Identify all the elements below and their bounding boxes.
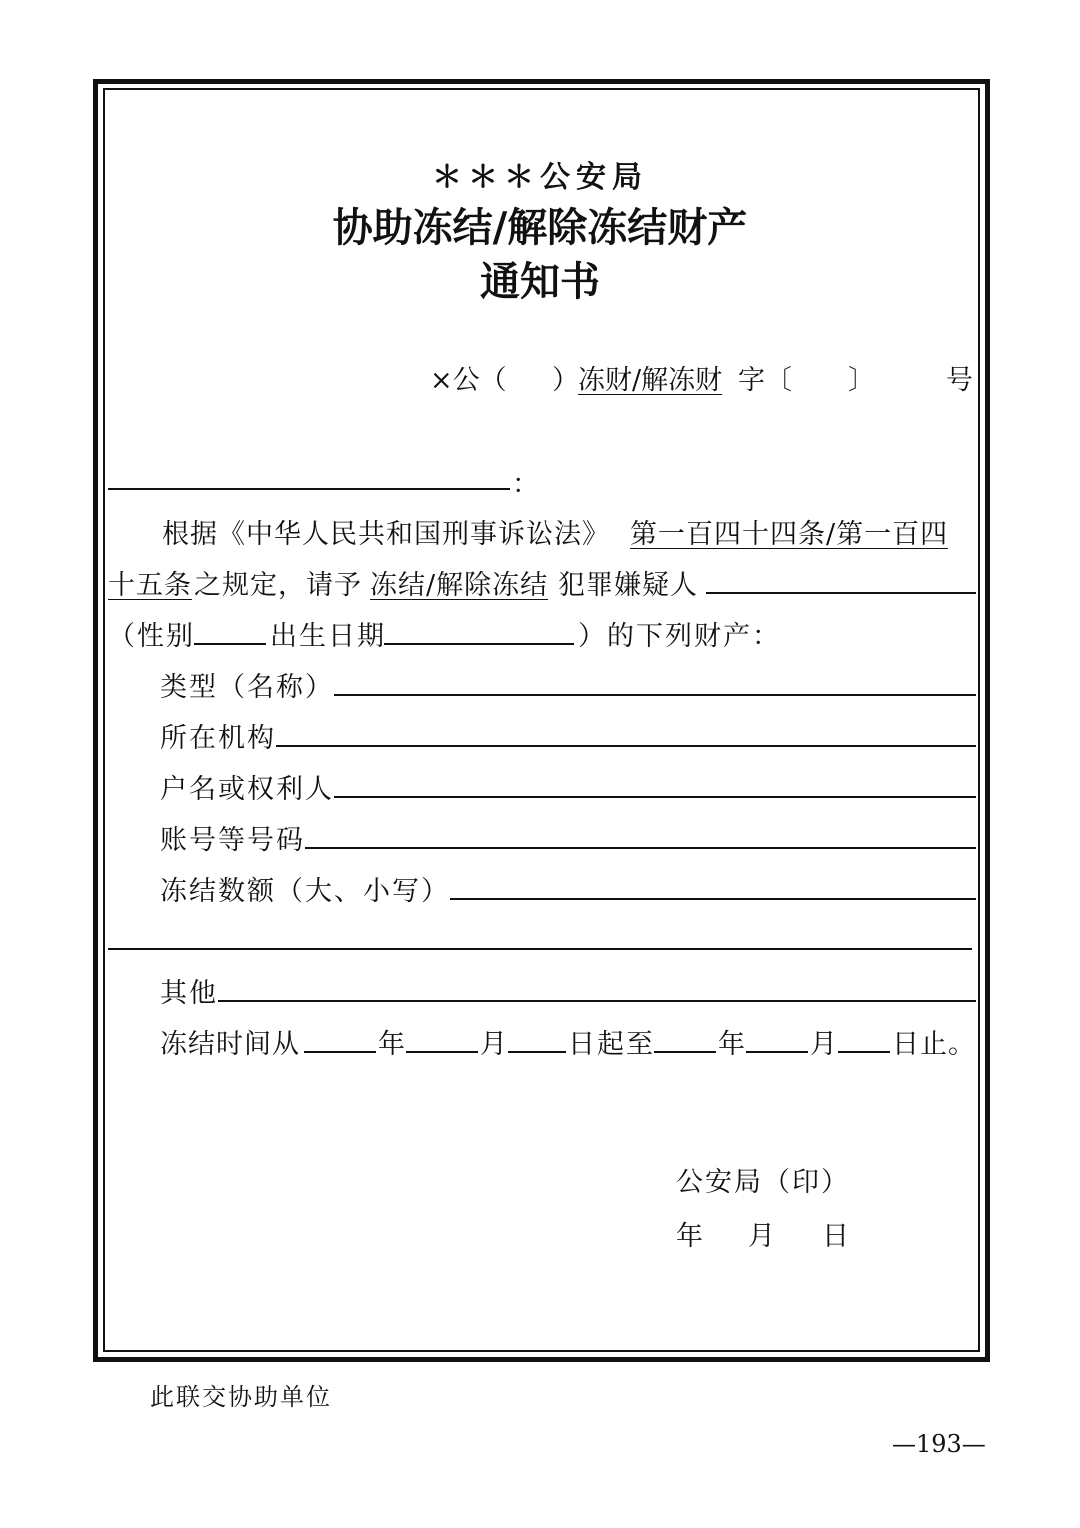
field-institution-blank[interactable] (276, 745, 976, 747)
field-extra-blank[interactable] (108, 948, 972, 950)
body-articles-part2: 十五条 (108, 570, 192, 601)
field-account-holder-label: 户名或权利人 (160, 774, 334, 805)
period-year2-label: 年 (718, 1029, 745, 1060)
period-year1-label: 年 (378, 1029, 405, 1060)
period-end-day-blank[interactable] (838, 1051, 890, 1053)
document-title-line2: 通知书 (480, 258, 600, 305)
doc-number-hao: 号 (946, 365, 973, 396)
field-amount-blank[interactable] (450, 898, 976, 900)
addressee-colon: ： (512, 469, 539, 500)
field-institution-label: 所在机构 (160, 723, 276, 754)
document-title-line1: 协助冻结/解除冻结财产 (332, 204, 748, 251)
period-end-year-blank[interactable] (654, 1051, 716, 1053)
period-start-year-blank[interactable] (304, 1051, 376, 1053)
birthdate-blank[interactable] (384, 643, 574, 645)
addressee-blank[interactable] (108, 488, 510, 490)
period-day2-label: 日止。 (892, 1029, 976, 1060)
field-account-number-blank[interactable] (305, 847, 976, 849)
field-other-label: 其他 (160, 978, 218, 1009)
period-month2-label: 月 (810, 1029, 837, 1060)
field-type-name-label: 类型（名称） (160, 672, 334, 703)
body-suspect-label: 犯罪嫌疑人 (558, 570, 698, 601)
sign-year-label: 年 (676, 1221, 703, 1252)
field-type-name-blank[interactable] (334, 694, 976, 696)
sign-day-label: 日 (822, 1221, 849, 1252)
period-month1-label: 月 (480, 1029, 507, 1060)
copy-note: 此联交协助单位 (150, 1383, 332, 1411)
property-intro: ）的下列财产： (578, 621, 781, 652)
body-articles-part1: 第一百四十四条/第一百四 (630, 519, 949, 550)
doc-number-bracket-close: 〕 (848, 365, 875, 396)
seal-label: 公安局（印） (676, 1167, 850, 1198)
page-number: —193— (892, 1430, 986, 1458)
field-account-number-label: 账号等号码 (160, 825, 305, 856)
period-start-day-blank[interactable] (508, 1051, 566, 1053)
gender-blank[interactable] (194, 643, 266, 645)
agency-name: ＊＊＊公安局 (432, 160, 648, 195)
body-action: 冻结/解除冻结 (370, 570, 549, 601)
period-end-month-blank[interactable] (746, 1051, 808, 1053)
doc-number-type: 冻财/解冻财 (578, 365, 723, 396)
suspect-name-blank[interactable] (706, 592, 976, 594)
sign-month-label: 月 (748, 1221, 775, 1252)
doc-number-paren-close: ） (552, 365, 579, 396)
body-legal-basis: 根据《中华人民共和国刑事诉讼法》 (162, 519, 610, 550)
field-amount-label: 冻结数额（大、小写） (160, 876, 450, 907)
period-day1-label: 日起至 (568, 1029, 655, 1060)
body-provision-text: 之规定，请予 (194, 570, 362, 601)
doc-number-prefix: ×公（ (430, 365, 507, 396)
period-start-month-blank[interactable] (406, 1051, 478, 1053)
field-account-holder-blank[interactable] (334, 796, 976, 798)
period-start-label: 冻结时间从 (160, 1029, 300, 1060)
doc-number-zi: 字〔 (738, 365, 792, 396)
field-other-blank[interactable] (218, 1000, 976, 1002)
gender-label: （性别 (108, 621, 195, 652)
birthdate-label: 出生日期 (270, 621, 386, 652)
